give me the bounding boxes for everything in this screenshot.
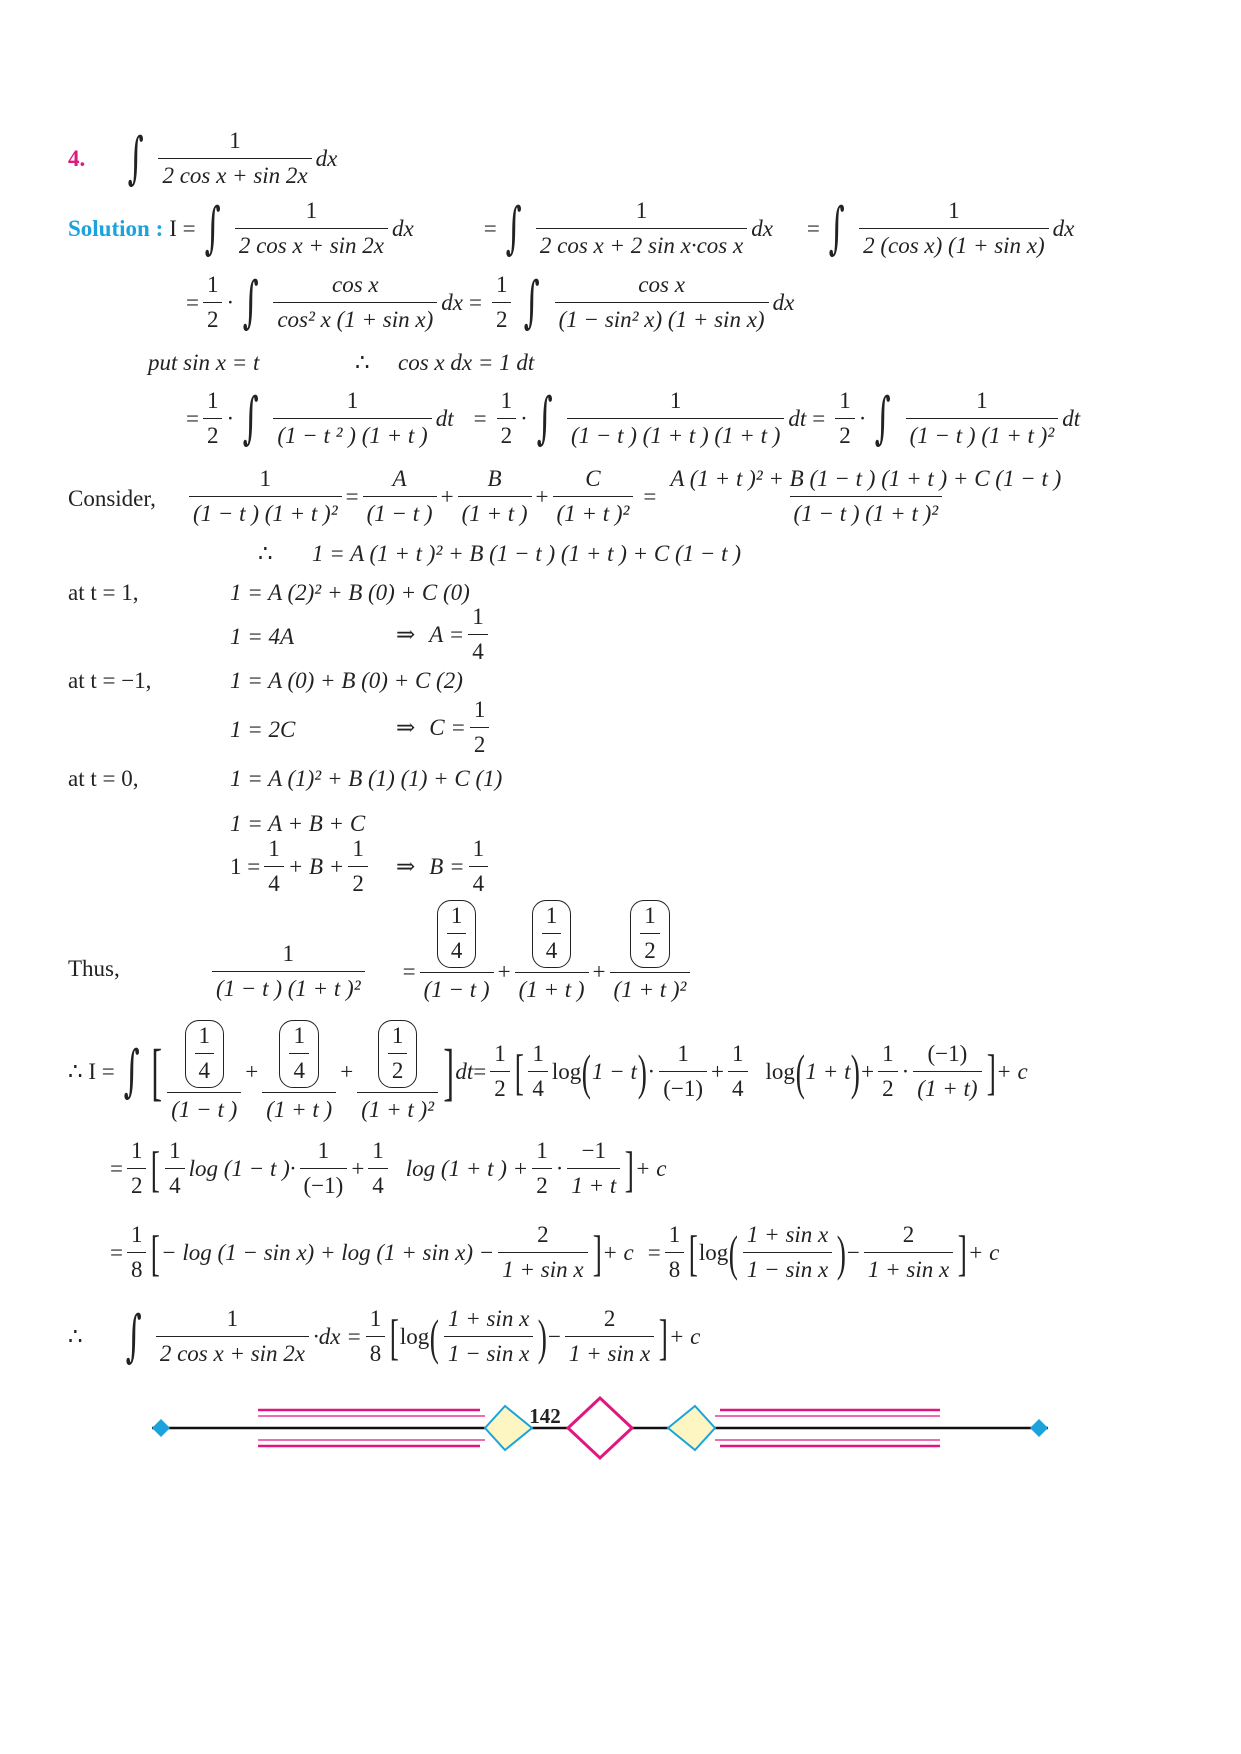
case-equation: 1 = A (1)² + B (1) (1) + C (1) xyxy=(230,766,503,791)
footer-diamond xyxy=(668,1406,715,1450)
integral-sign: ∫ xyxy=(536,385,553,451)
integral-sign: ∫ xyxy=(127,125,144,191)
integral-sign: ∫ xyxy=(123,1038,140,1104)
problem-statement xyxy=(68,125,338,191)
fraction: $\frac{1}{\text{(1 − t ² ) (1 + t )}}$ xyxy=(273,388,431,450)
integral-sign: ∫ xyxy=(828,195,845,261)
integral-sign: ∫ xyxy=(242,269,259,335)
fraction: $\frac{1}{\text{2 cos x + sin 2x}}$ xyxy=(235,198,388,260)
fraction: $\frac{1}{\text{2 cos x + sin 2x}}$ xyxy=(158,128,311,190)
consider-label: Consider, xyxy=(68,486,156,511)
integral-sign: ∫ xyxy=(204,195,221,261)
case-label: at t = 1, xyxy=(68,580,139,605)
fraction: $\frac{\frac{1}{4}}{(1 + t )}$ xyxy=(262,1020,336,1123)
integral-sign: ∫ xyxy=(242,385,259,451)
solution-line-1: Solution : I = ∫ $\frac{1}{\text{2 cos x + sin 2x}}$ dx = ∫ $\frac{1}{\text{2 cos x + 2 sin x·cos x}}$ dx = ∫ $\frac{1}{\text{2 (cos x) (1 + sin x)}}$ dx xyxy=(68,195,1075,261)
fraction: $\frac{1}{2}$ xyxy=(835,388,855,450)
footer-end-diamond xyxy=(152,1419,170,1437)
case-result: ⇒ C = $\frac{1}{2}$ xyxy=(396,697,493,759)
therefore-I: ∴ I = xyxy=(68,1058,115,1084)
thus-label: Thus, xyxy=(68,956,120,981)
fraction: $\frac{\text{cos x}}{\text{(1 − sin² x) (1 + sin x)}}$ xyxy=(555,272,769,334)
case-result: ⇒ B = $\frac{1}{4}$ xyxy=(396,836,492,898)
fraction: $\frac{1}{\text{(1 − t ) (1 + t )²}}$ xyxy=(189,466,342,528)
partial-fraction-decomposition: $\frac{1}{\text{(1 − t ) (1 + t )²}}$ = $\frac{A}{(1 - t )}$ + $\frac{B}{(1 + t )}$ + $\frac{C}{\text{(1 + t )²}}$ = $\frac{\text{A (1 + t )² + B (1 − t ) (1 + t ) + C (1 − t )}}{\text{(1 − t ) (1 + t )²}}$ xyxy=(185,466,1069,528)
fraction: $\frac{1}{2}$ xyxy=(203,272,223,334)
case-equation: 1 = A (0) + B (0) + C (2) xyxy=(230,668,463,693)
fraction: $\frac{1}{4}$ xyxy=(469,836,489,898)
footer-end-diamond xyxy=(1030,1419,1048,1437)
fraction: $\frac{1}{(1 - t ) (1 + t ) (1 + t )}$ xyxy=(567,388,784,450)
thus-expansion: $\frac{1}{\text{(1 − t ) (1 + t )²}}$ = $\frac{\frac{1}{4}}{(1 - t )}$ + $\frac{\frac{1}{4}}{(1 + t )}$ + $\frac{\frac{1}{2}}{\text{(1 + t )²}}$ xyxy=(208,900,694,1003)
fraction: $\frac{\frac{1}{4}}{(1 - t )}$ xyxy=(420,900,494,1003)
identity-equation: 1 = A (1 + t )² + B (1 − t ) (1 + t ) + C (1 − t ) xyxy=(312,541,741,566)
therefore-symbol: ∴ xyxy=(355,350,370,375)
case-equation: 1 = A (2)² + B (0) + C (0) xyxy=(230,580,470,605)
page-number: 142 xyxy=(529,1404,561,1428)
fraction: $\frac{\frac{1}{2}}{\text{(1 + t )²}}$ xyxy=(610,900,691,1003)
substitution-result: cos x dx = 1 dt xyxy=(398,350,535,375)
page-number-badge xyxy=(568,1398,632,1458)
fraction: $\frac{1}{\text{(1 − t ) (1 + t )²}}$ xyxy=(906,388,1059,450)
fraction: $\frac{1}{2}$ xyxy=(470,697,490,759)
simplification-line-2: = $\frac{1}{8}$ [ − log (1 − sin x) + log (1 + sin x) − $\frac{2}{\text{1 + sin x}}$ ] + c = $\frac{1}{8}$ [ log ( $\frac{\text{1 + sin x}}{\text{1 − sin x}}$ ) − $\frac{2}{\text{1 + sin x}}$ ] + c xyxy=(110,1222,1000,1283)
footer-ornament xyxy=(140,1390,1060,1470)
case-equation: 1 = 2C xyxy=(230,717,296,742)
fraction: $\frac{1}{\text{2 cos x + 2 sin x·cos x}}$ xyxy=(536,198,747,260)
case-equation: 1 = A + B + C xyxy=(230,811,366,836)
fraction: $\frac{1}{2}$ xyxy=(348,836,368,898)
integral-sign: ∫ xyxy=(125,1303,142,1369)
fraction: $\frac{1}{\text{2 (cos x) (1 + sin x)}}$ xyxy=(859,198,1049,260)
solution-line-2: = $\frac{1}{2}$ · ∫ $\frac{\text{cos x}}{\text{cos² x (1 + sin x)}}$ dx = $\frac{1}{2}$ ∫ $\frac{\text{cos x}}{\text{(1 − sin² x) (1 + sin x)}}$ dx xyxy=(186,269,795,335)
integral-sign: ∫ xyxy=(874,385,892,451)
fraction: $\frac{1}{2}$ xyxy=(492,272,512,334)
solution-label: Solution : xyxy=(68,215,164,241)
case-label: at t = 0, xyxy=(68,766,139,791)
therefore-symbol: ∴ xyxy=(258,541,273,566)
final-result: ∴ ∫ $\frac{1}{\text{2 cos x + sin 2x}}$ ·dx = $\frac{1}{8}$ [ log ( $\frac{\text{1 + sin x}}{\text{1 − sin x}}$ ) − $\frac{2}{\text{1 + sin x}}$ ] + c xyxy=(68,1303,701,1369)
fraction: $\frac{1}{4}$ xyxy=(468,604,488,666)
integral-sign: ∫ xyxy=(505,195,522,261)
case-result: ⇒ A = $\frac{1}{4}$ xyxy=(396,604,492,666)
integral-result-line: ∴ I = ∫ [ $\frac{\frac{1}{4}}{(1 - t )}$ + $\frac{\frac{1}{4}}{(1 + t )}$ + $\frac{\frac{1}{2}}{\text{(1 + t )²}}$ ] dt = $\frac{1}{2}$ [ $\frac{1}{4}$ log ( 1 − t ) · $\frac{1}{(-1)}$ + $\frac{1}{4}$ log ( 1 + t ) + $\frac{1}{2}$ · $\frac{(-1)}{(1 + t)}$ ] + c xyxy=(68,1020,1028,1123)
differential: dx xyxy=(315,145,338,171)
case-equation-substituted: 1 = $\frac{1}{4}$ + B + $\frac{1}{2}$ xyxy=(230,836,372,898)
case-equation: 1 = 4A xyxy=(230,624,295,649)
solution-line-3: = $\frac{1}{2}$ · ∫ $\frac{1}{\text{(1 − t ² ) (1 + t )}}$ dt = $\frac{1}{2}$ · ∫ $\frac{1}{(1 - t ) (1 + t ) (1 + t )}$ dt = $\frac{1}{2}$ · ∫ $\frac{1}{\text{(1 − t ) (1 + t )²}}$ dt xyxy=(186,385,1081,451)
fraction: $\frac{\frac{1}{4}}{(1 + t )}$ xyxy=(515,900,589,1003)
fraction: $\frac{\text{cos x}}{\text{cos² x (1 + sin x)}}$ xyxy=(273,272,437,334)
substitution-put: put sin x = t xyxy=(148,350,260,375)
fraction: $\frac{1}{2}$ xyxy=(497,388,517,450)
lhs: I = xyxy=(169,215,196,241)
fraction: $\frac{\frac{1}{4}}{(1 - t )}$ xyxy=(167,1020,241,1123)
simplification-line-1: = $\frac{1}{2}$ [ $\frac{1}{4}$ log (1 − t )· $\frac{1}{(-1)}$ + $\frac{1}{4}$ log (1 + t ) + $\frac{1}{2}$ · $\frac{-1}{1 + t}$ ] + c xyxy=(110,1138,667,1199)
fraction: $\frac{\text{A (1 + t )² + B (1 − t ) (1 + t ) + C (1 − t )}}{\text{(1 − t ) (1 + t )²}}$ xyxy=(670,466,1062,527)
fraction: $\frac{C}{\text{(1 + t )²}}$ xyxy=(553,466,634,528)
problem-number: 4. xyxy=(68,145,86,171)
fraction: $\frac{\frac{1}{2}}{\text{(1 + t )²}}$ xyxy=(357,1020,438,1123)
fraction: $\frac{1}{\text{(1 − t ) (1 + t )²}}$ xyxy=(212,941,365,1003)
fraction: $\frac{1}{4}$ xyxy=(264,836,284,898)
case-label: at t = −1, xyxy=(68,668,152,693)
fraction: $\frac{B}{(1 + t )}$ xyxy=(458,466,532,528)
fraction: $\frac{A}{(1 - t )}$ xyxy=(363,466,437,528)
integral-sign: ∫ xyxy=(524,269,541,335)
fraction: $\frac{1}{2}$ xyxy=(203,388,223,450)
